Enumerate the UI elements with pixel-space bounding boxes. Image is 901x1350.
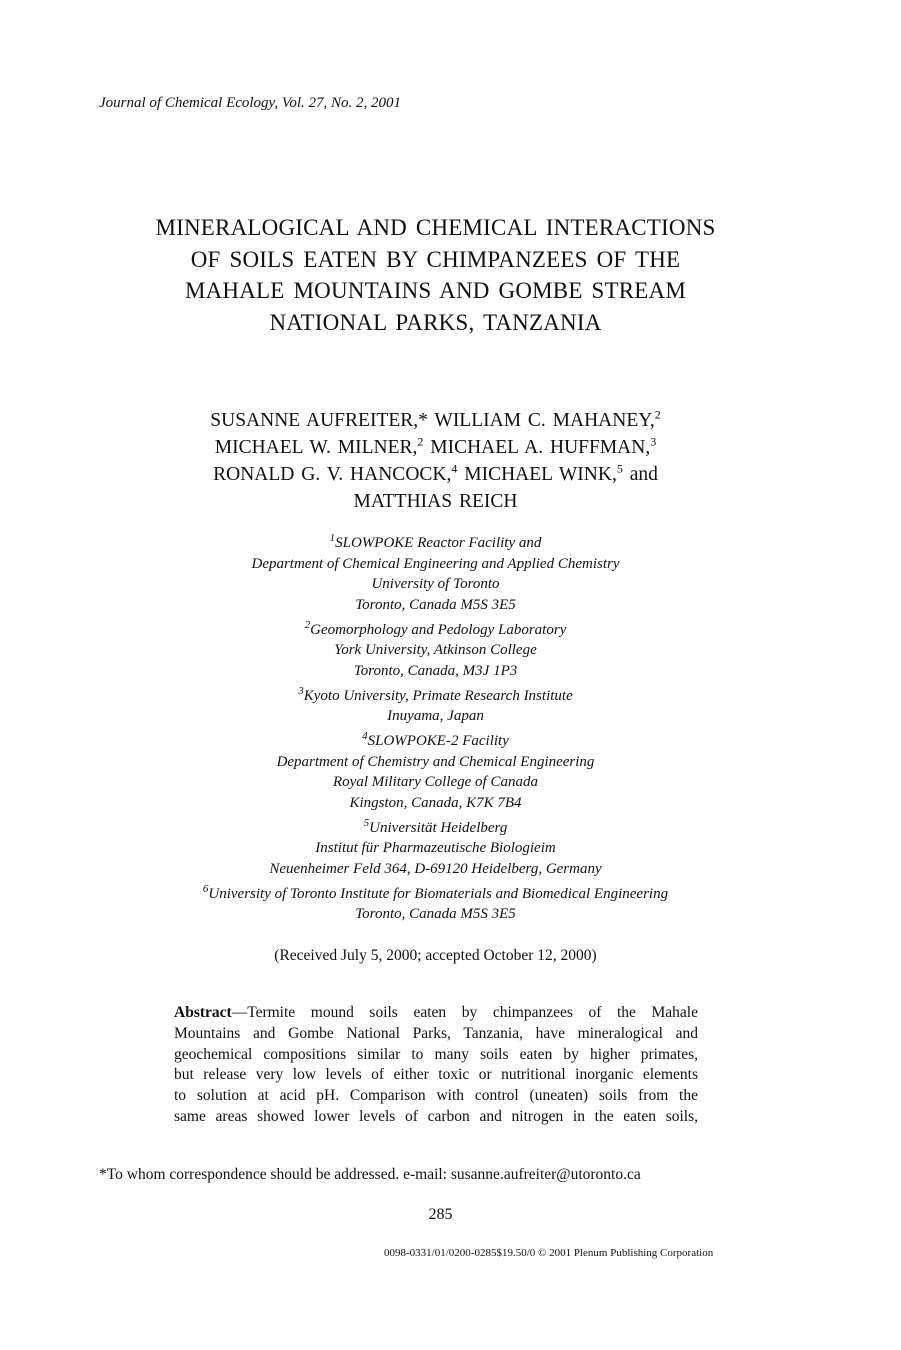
abstract-text: —Termite mound soils eaten by chimpanzees of the Mahale [231,1004,698,1021]
author-text: and [622,464,658,485]
affiliation-line [0,884,871,905]
affiliation-line: Toronto, Canada M5S 3E5 [355,906,516,922]
affiliation-line: Department of Chemistry and Chemical Engineering [276,753,595,770]
abstract [174,1003,698,1128]
author-line [0,461,871,488]
abstract-line: but release very low levels of either toxic or nutritional inorganic elements [174,1066,698,1084]
affiliation-marker: 5 [616,461,623,476]
affiliation-line [0,620,871,641]
affiliation-number: 3 [298,684,304,697]
abstract-line [174,1003,698,1024]
affiliation-line [0,731,871,752]
affiliation-text: University of Toronto Institute for Biomaterials and Biomedical Engineering [208,885,669,902]
copyright-line: 0098-0331/01/0200-0285$19.50/0 © 2001 Plenum Publishing Corporation [384,1247,714,1259]
author-line: MATTHIAS REICH [353,491,518,512]
author-text: MICHAEL WINK, [457,464,617,485]
title-line: NATIONAL PARKS, TANZANIA [269,309,602,335]
affiliation-marker: 2 [417,434,424,449]
affiliation-line: Department of Chemical Engineering and Applied Chemistry [251,555,620,572]
affiliation-line [0,533,871,554]
affiliation-4 [0,731,871,813]
affiliation-line [0,818,871,839]
title-line: OF SOILS EATEN BY CHIMPANZEES OF THE [190,246,681,272]
affiliation-line: York University, Atkinson College [334,642,537,658]
author-text: MICHAEL A. HUFFMAN, [423,437,651,458]
affiliation-number: 6 [202,882,209,895]
affiliation-marker: 3 [650,434,657,449]
author-list [0,407,871,515]
author-line [0,434,871,461]
affiliation-2 [0,620,871,682]
author-text: SUSANNE AUFREITER,* WILLIAM C. MAHANEY, [210,410,655,431]
affiliation-number: 1 [329,532,336,544]
affiliation-line: Toronto, Canada M5S 3E5 [355,596,516,613]
affiliation-line: Neuenheimer Feld 364, D-69120 Heidelberg, Germany [269,860,602,877]
affiliation-number: 5 [363,816,370,829]
affiliation-1 [0,533,871,615]
affiliation-line: Institut für Pharmazeutische Biologieim [315,840,556,856]
affiliation-list [0,533,871,929]
article-title [0,212,871,338]
affiliation-5 [0,818,871,880]
affiliation-number: 4 [362,730,368,742]
affiliation-text: Geomorphology and Pedology Laboratory [310,621,567,638]
affiliation-text: Universität Heidelberg [369,819,508,836]
page-number: 285 [428,1206,453,1223]
affiliation-line: Kingston, Canada, K7K 7B4 [349,794,522,811]
abstract-line: Mountains and Gombe National Parks, Tanzania, have mineralogical and [174,1024,698,1042]
abstract-line: to solution at acid pH. Comparison with control (uneaten) soils from the [174,1087,698,1105]
title-line: MAHALE MOUNTAINS AND GOMBE STREAM [184,278,687,303]
affiliation-marker: 4 [451,461,458,476]
abstract-line: geochemical compositions similar to many soils eaten by higher primates, [174,1045,698,1063]
affiliation-line: Inuyama, Japan [387,708,484,724]
affiliation-text: SLOWPOKE-2 Facility [367,733,509,749]
received-dates: (Received July 5, 2000; accepted October 12, 2000) [274,947,597,964]
affiliation-line [0,686,871,707]
author-line [0,407,871,434]
affiliation-marker: 2 [654,407,661,422]
abstract-line: same areas showed lower levels of carbon and nitrogen in the eaten soils, [174,1107,698,1125]
author-text: MICHAEL W. MILNER, [214,437,418,458]
abstract-label: Abstract [174,1004,232,1021]
affiliation-number: 2 [304,618,311,631]
affiliation-line: Toronto, Canada, M3J 1P3 [353,662,518,679]
affiliation-line: University of Toronto [371,576,500,592]
correspondence-footnote: *To whom correspondence should be addressed. e-mail: susanne.aufreiter@utoronto.ca [99,1166,641,1183]
title-line: MINERALOGICAL AND CHEMICAL INTERACTIONS [155,215,716,240]
author-text: RONALD G. V. HANCOCK, [213,464,452,485]
affiliation-text: SLOWPOKE Reactor Facility and [335,535,542,551]
affiliation-6 [0,884,871,925]
journal-citation: Journal of Chemical Ecology, Vol. 27, No. 2, 2001 [99,95,402,111]
affiliation-3 [0,686,871,727]
affiliation-text: Kyoto University, Primate Research Institute [303,687,573,704]
affiliation-line: Royal Military College of Canada [333,774,538,790]
